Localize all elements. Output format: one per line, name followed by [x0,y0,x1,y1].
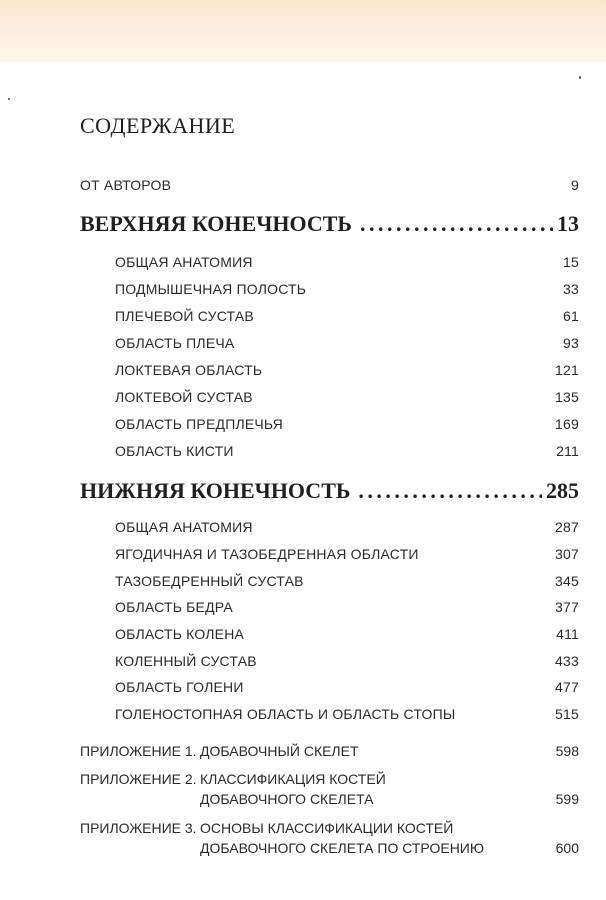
toc-entry-label: ОБЛАСТЬ БЕДРА [115,599,233,615]
appendix-prefix: ПРИЛОЖЕНИЕ 3. [80,820,197,836]
toc-section-lower-limb[interactable] [80,478,579,504]
appendix-title-cont: ДОБАВОЧНОГО СКЕЛЕТА [200,791,374,807]
toc-entry-label: ОБЛАСТЬ ПЛЕЧА [115,335,235,351]
toc-entry[interactable] [115,362,579,378]
toc-entry-page: 135 [555,389,579,405]
toc-entry-label: ОБЛАСТЬ ПРЕДПЛЕЧЬЯ [115,416,283,432]
toc-entry-page: 211 [556,443,579,459]
toc-entry-page: 9 [571,177,579,193]
toc-entry-label: ГОЛЕНОСТОПНАЯ ОБЛАСТЬ И ОБЛАСТЬ СТОПЫ [115,706,456,722]
toc-entry[interactable] [115,653,579,669]
toc-entry[interactable] [115,519,579,535]
toc-entry-page: 15 [563,254,579,270]
toc-entry-label: ОБЛАСТЬ КОЛЕНА [115,626,245,642]
toc-entry-page: 287 [555,519,579,535]
toc-entry[interactable] [115,573,579,589]
toc-entry[interactable] [115,679,579,695]
appendix-title-cont: ДОБАВОЧНОГО СКЕЛЕТА ПО СТРОЕНИЮ [200,840,485,856]
toc-entry-page: 33 [563,281,579,297]
toc-entry-label: ТАЗОБЕДРЕННЫЙ СУСТАВ [115,573,304,589]
toc-entry-label: ЛОКТЕВОЙ СУСТАВ [115,389,253,405]
toc-entry-label: ЯГОДИЧНАЯ И ТАЗОБЕДРЕННАЯ ОБЛАСТИ [115,546,419,562]
toc-entry-label: ОБЛАСТЬ ГОЛЕНИ [115,679,244,695]
appendix-title: ОСНОВЫ КЛАССИФИКАЦИИ КОСТЕЙ [200,820,454,836]
dot-leader [360,211,553,237]
toc-entry[interactable] [115,335,579,351]
toc-section-upper-limb[interactable] [80,211,579,237]
toc-appendix-1[interactable] [80,743,579,759]
toc-entry-label: ОБЩАЯ АНАТОМИЯ [115,519,253,535]
toc-entry-page: 345 [555,573,579,589]
toc-appendix-2[interactable] [80,771,579,807]
print-speck [579,76,581,79]
toc-entry[interactable] [115,254,579,270]
toc-entry[interactable] [115,281,579,297]
section-title: ВЕРХНЯЯ КОНЕЧНОСТЬ [80,211,352,236]
toc-entry[interactable] [115,443,579,459]
appendix-prefix: ПРИЛОЖЕНИЕ 2. [80,771,197,787]
toc-entry[interactable] [115,546,579,562]
toc-appendix-3[interactable] [80,820,579,856]
dot-leader [358,478,542,504]
page-title: СОДЕРЖАНИЕ [80,113,236,138]
section-page: 285 [546,478,579,503]
toc-entry-page: 307 [555,546,579,562]
toc-entry-page: 411 [556,626,579,642]
toc-entry-label: ПОДМЫШЕЧНАЯ ПОЛОСТЬ [115,281,307,297]
toc-entry-label: ОТ АВТОРОВ [80,177,172,193]
appendix-title: ДОБАВОЧНЫЙ СКЕЛЕТ [200,743,359,759]
toc-entry-label: КОЛЕННЫЙ СУСТАВ [115,653,257,669]
toc-entry-label: ОБЛАСТЬ КИСТИ [115,443,234,459]
toc-entry[interactable] [115,626,579,642]
appendix-page: 598 [555,743,579,759]
toc-entry-page: 61 [563,308,579,324]
toc-entry[interactable] [115,706,579,722]
toc-entry[interactable] [115,308,579,324]
appendix-page: 600 [555,840,579,856]
appendix-title: КЛАССИФИКАЦИЯ КОСТЕЙ [200,771,386,787]
toc-entry-intro[interactable] [80,177,579,193]
toc-entry-page: 93 [563,335,579,351]
toc-entry-page: 433 [555,653,579,669]
appendix-prefix: ПРИЛОЖЕНИЕ 1. [80,743,197,759]
page-top-band [0,0,606,62]
toc-entry-label: ПЛЕЧЕВОЙ СУСТАВ [115,308,254,324]
toc-entry-label: ЛОКТЕВАЯ ОБЛАСТЬ [115,362,263,378]
toc-entry[interactable] [115,416,579,432]
appendix-page: 599 [555,791,579,807]
toc-entry-page: 477 [555,679,579,695]
toc-entry-page: 169 [555,416,579,432]
section-title: НИЖНЯЯ КОНЕЧНОСТЬ [80,478,351,503]
toc-entry-label: ОБЩАЯ АНАТОМИЯ [115,254,253,270]
toc-entry-page: 121 [555,362,579,378]
toc-entry-page: 515 [555,706,579,722]
print-speck [8,98,10,100]
toc-entry[interactable] [115,599,579,615]
toc-entry[interactable] [115,389,579,405]
toc-entry-page: 377 [555,599,579,615]
section-page: 13 [557,211,579,236]
